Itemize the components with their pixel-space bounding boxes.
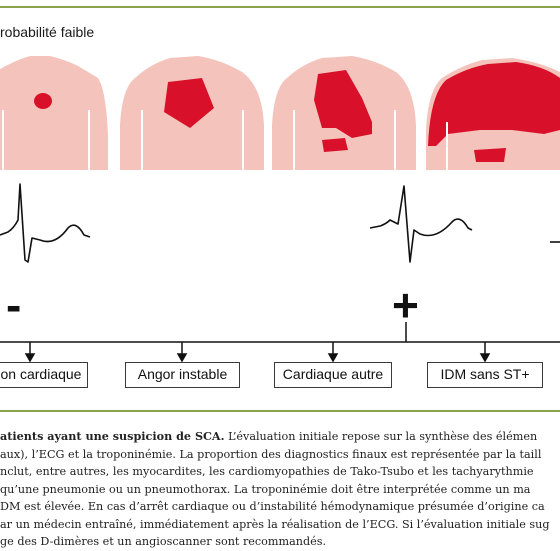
caption-line-6: ar un médecin entraîné, immédiatement après la réalisation de l’ECG. Si l’évaluation initiale sug <box>0 517 550 531</box>
torso-4 <box>426 58 560 170</box>
caption-line-4: qu’une pneumonie ou un pneumothorax. La troponinémie doit être interprétée comme un ma <box>0 482 531 496</box>
ecg-trace-normal <box>0 184 90 262</box>
figure-caption <box>0 428 560 551</box>
caption-line-3: nclut, entre autres, les myocardites, les cardiomyopathies de Tako-Tsubo et les tachyarythmie <box>0 465 534 478</box>
torso-illustrations <box>0 50 560 170</box>
torso-1 <box>0 56 108 170</box>
negative-marker: - <box>6 279 22 331</box>
top-divider <box>0 6 560 8</box>
diagnosis-box-other-cardiac: Cardiaque autre <box>274 362 392 388</box>
probability-label: robabilité faible <box>0 24 95 40</box>
caption-divider <box>0 410 560 412</box>
caption-line-5: DM est élevée. En cas d’arrêt cardiaque ou d’instabilité hémodynamique présumée d’origine ca <box>0 500 545 513</box>
caption-line-2: aux), l’ECG et la troponinémie. La proportion des diagnostics finaux est représentée par la taill <box>0 447 542 461</box>
diagnosis-box-cardiac: on cardiaque <box>0 362 88 388</box>
diagnosis-box-nstemi: IDM sans ST+ <box>427 362 543 388</box>
ecg-traces <box>0 180 560 330</box>
caption-bold-lead: atients ayant une suspicion de SCA. <box>0 429 225 443</box>
caption-line-7: ge des D-dimères et un angioscanner sont recommandés. <box>0 535 327 548</box>
caption-line-1 <box>0 428 560 446</box>
caption-line-1-rest: L’évaluation initiale repose sur la synthèse des élémen <box>224 430 538 443</box>
torso-3 <box>272 56 416 170</box>
torso-2 <box>120 56 264 170</box>
pain-area-1 <box>34 93 52 109</box>
ecg-trace-st-depression <box>370 186 472 262</box>
positive-marker: + <box>392 279 419 331</box>
diagnosis-box-unstable-angina: Angor instable <box>125 362 240 388</box>
